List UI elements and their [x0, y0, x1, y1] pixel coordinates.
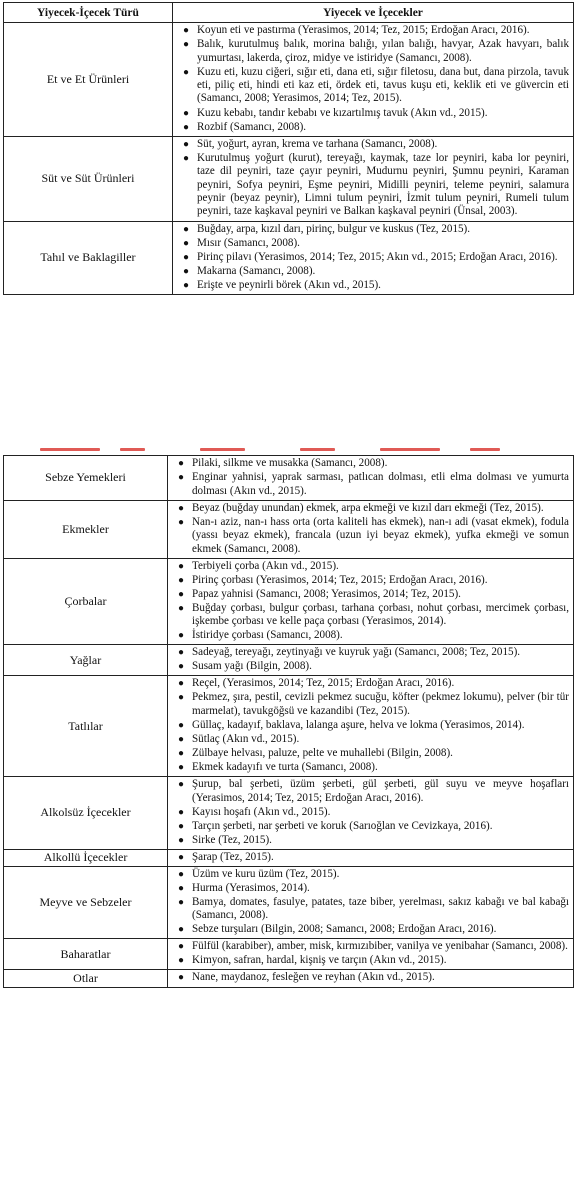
- bullet-icon: ●: [183, 25, 190, 36]
- items-cell: [168, 456, 574, 501]
- list-item: [168, 588, 569, 601]
- list-item-text: Buğday, arpa, kızıl darı, pirinç, bulgur ve kuskus (Tez, 2015).: [197, 222, 471, 235]
- list-item: [168, 629, 569, 642]
- category-cell: Ekmekler: [4, 500, 168, 558]
- list-item: [173, 251, 569, 264]
- table-row: [4, 558, 574, 645]
- list-item-text: Reçel, (Yerasimos, 2014; Tez, 2015; Erdoğan Aracı, 2016).: [192, 677, 455, 690]
- list-item-text: Kuzu eti, kuzu ciğeri, sığır eti, dana eti, sığır filetosu, dana but, dana pirzola, tavuk eti, piliç eti, hindi eti kaz eti, ördek eti, tavus kuşu eti, keklik eti ve güvercin eti (Samancı, 2008; Yerasimos, 2014; Tez, 2015).: [197, 65, 569, 105]
- list-item: [168, 940, 569, 953]
- list-item-text: Şarap (Tez, 2015).: [192, 850, 274, 863]
- list-item: [168, 660, 569, 673]
- bullet-icon: ●: [178, 472, 185, 484]
- table-row: [4, 777, 574, 850]
- bullet-icon: ●: [183, 138, 190, 150]
- list-item-text: Kimyon, safran, hardal, kişniş ve tarçın (Akın vd., 2015).: [192, 954, 447, 967]
- bullet-icon: ●: [183, 107, 190, 119]
- list-item: [168, 851, 569, 864]
- list-item-text: Sadeyağ, tereyağı, zeytinyağı ve kuyruk yağı (Samancı, 2008; Tez, 2015).: [192, 646, 521, 659]
- list-item: [168, 602, 569, 629]
- food-list: [168, 940, 569, 968]
- list-item-text: Erişte ve peynirli börek (Akın vd., 2015).: [197, 278, 381, 291]
- list-item-text: Hurma (Yerasimos, 2014).: [192, 881, 310, 894]
- bullet-icon: ●: [183, 265, 190, 277]
- list-item-text: Susam yağı (Bilgin, 2008).: [192, 660, 312, 673]
- table-row: [4, 970, 574, 987]
- list-item-text: Zülbaye helvası, paluze, pelte ve muhallebi (Bilgin, 2008).: [192, 746, 453, 759]
- bullet-icon: ●: [178, 560, 185, 572]
- list-item: [173, 265, 569, 278]
- list-item-text: Ekmek kadayıfı ve turta (Samancı, 2008).: [192, 761, 378, 774]
- list-item-text: Nan-ı aziz, nan-ı hass orta (orta kaliteli has ekmek), nan-ı adi (vasat ekmek), fodula (yassı beyaz ekmek), francala (uzun iyi beyaz ekmek), yufka ekmeği ve somun ekmek (Samancı, 2008).: [192, 515, 569, 555]
- list-item-text: Sirke (Tez, 2015).: [192, 833, 272, 846]
- table-row: [4, 849, 574, 866]
- list-item-text: Kayısı hoşafı (Akın vd., 2015).: [192, 805, 331, 818]
- category-cell: Sebze Yemekleri: [4, 456, 168, 501]
- table1-body: [4, 23, 574, 295]
- food-list: [168, 778, 569, 847]
- table-row: [4, 136, 574, 221]
- bullet-icon: ●: [178, 692, 185, 704]
- list-item: [173, 24, 569, 37]
- list-item: [173, 152, 569, 219]
- category-cell: Et ve Et Ürünleri: [4, 23, 173, 137]
- list-item: [168, 574, 569, 587]
- divider-mark: [200, 448, 245, 451]
- list-item-text: Koyun eti ve pastırma (Yerasimos, 2014; Tez, 2015; Erdoğan Aracı, 2016).: [197, 24, 530, 36]
- bullet-icon: ●: [183, 279, 190, 291]
- food-list: [168, 457, 569, 498]
- list-item: [168, 733, 569, 746]
- divider-mark: [40, 448, 100, 451]
- list-item-text: Terbiyeli çorba (Akın vd., 2015).: [192, 559, 339, 572]
- category-cell: Baharatlar: [4, 939, 168, 970]
- food-list: [173, 138, 569, 219]
- food-list: [168, 502, 569, 556]
- bullet-icon: ●: [183, 237, 190, 249]
- list-item-text: Enginar yahnisi, yaprak sarması, patlıcan dolması, etli elma dolması ve yumurta dolması (Akın vd., 2015).: [192, 471, 569, 497]
- bullet-icon: ●: [178, 779, 185, 791]
- items-cell: [168, 676, 574, 777]
- bullet-icon: ●: [183, 121, 190, 133]
- category-cell: Alkolsüz İçecekler: [4, 777, 168, 850]
- bullet-icon: ●: [178, 896, 185, 908]
- list-item: [168, 471, 569, 498]
- food-list: [168, 971, 569, 984]
- food-list: [168, 868, 569, 937]
- bullet-icon: ●: [178, 762, 185, 774]
- list-item: [173, 107, 569, 120]
- list-item: [168, 677, 569, 690]
- items-cell: [173, 23, 574, 137]
- table-row: [4, 456, 574, 501]
- list-item: [168, 923, 569, 936]
- items-cell: [173, 221, 574, 294]
- food-table-part-2: [3, 455, 574, 988]
- list-item: [168, 868, 569, 881]
- table-row: [4, 939, 574, 970]
- table-row: [4, 23, 574, 137]
- divider-mark: [300, 448, 335, 451]
- list-item: [173, 237, 569, 250]
- list-item-text: Beyaz (buğday unundan) ekmek, arpa ekmeği ve kızıl darı ekmeği (Tez, 2015).: [192, 501, 544, 514]
- list-item-text: Pekmez, şıra, pestil, cevizli pekmez sucuğu, köfter (pekmez lokumu), pelver (bir tür marmelat), tavukgöğsü ve kazandibi (Tez, 2015).: [192, 691, 569, 717]
- category-cell: Çorbalar: [4, 558, 168, 645]
- list-item-text: Rozbif (Samancı, 2008).: [197, 120, 307, 133]
- category-cell: Meyve ve Sebzeler: [4, 866, 168, 939]
- bullet-icon: ●: [178, 955, 185, 967]
- category-cell: Alkollü İçecekler: [4, 849, 168, 866]
- list-item-text: Pirinç pilavı (Yerasimos, 2014; Tez, 2015; Akın vd., 2015; Erdoğan Aracı, 2016).: [197, 250, 558, 263]
- bullet-icon: ●: [178, 851, 185, 863]
- bullet-icon: ●: [178, 924, 185, 936]
- food-list: [168, 677, 569, 774]
- table-row: [4, 500, 574, 558]
- divider-mark: [470, 448, 500, 451]
- divider-mark: [380, 448, 440, 451]
- list-item: [168, 896, 569, 923]
- list-item: [173, 121, 569, 134]
- table2-body: [4, 456, 574, 988]
- bullet-icon: ●: [178, 834, 185, 846]
- list-item-text: Tarçın şerbeti, nar şerbeti ve koruk (Sarıoğlan ve Cevizkaya, 2016).: [192, 819, 493, 832]
- list-item-text: Güllaç, kadayıf, baklava, lalanga aşure, helva ve lokma (Yerasimos, 2014).: [192, 718, 525, 731]
- list-item-text: Sebze turşuları (Bilgin, 2008; Samancı, 2008; Erdoğan Aracı, 2016).: [192, 923, 497, 936]
- list-item: [168, 820, 569, 833]
- food-list: [168, 560, 569, 643]
- table-row: [4, 645, 574, 676]
- category-cell: Tatlılar: [4, 676, 168, 777]
- list-item: [168, 691, 569, 718]
- food-table-part-1: [3, 2, 574, 295]
- table-header-row: [4, 3, 574, 23]
- bullet-icon: ●: [178, 678, 185, 690]
- items-cell: [168, 645, 574, 676]
- list-item-text: İstiridye çorbası (Samancı, 2008).: [192, 629, 343, 642]
- bullet-icon: ●: [178, 574, 185, 586]
- bullet-icon: ●: [178, 868, 185, 880]
- bullet-icon: ●: [178, 647, 185, 659]
- items-cell: [168, 500, 574, 558]
- list-item: [168, 747, 569, 760]
- list-item-text: Pirinç çorbası (Yerasimos, 2014; Tez, 2015; Erdoğan Aracı, 2016).: [192, 573, 488, 586]
- list-item-text: Süt, yoğurt, ayran, krema ve tarhana (Samancı, 2008).: [197, 137, 438, 150]
- category-cell: Süt ve Süt Ürünleri: [4, 136, 173, 221]
- category-cell: Tahıl ve Baklagiller: [4, 221, 173, 294]
- list-item: [168, 719, 569, 732]
- items-cell: [168, 558, 574, 645]
- list-item: [173, 223, 569, 236]
- category-cell: Yağlar: [4, 645, 168, 676]
- list-item-text: Nane, maydanoz, fesleğen ve reyhan (Akın vd., 2015).: [192, 971, 435, 984]
- list-item-text: Bamya, domates, fasulye, patates, taze biber, yerelması, sakız kabağı ve bal kabağı (Samancı, 2008).: [192, 895, 569, 922]
- page-break-divider: [0, 445, 577, 455]
- bullet-icon: ●: [178, 502, 185, 514]
- list-item: [168, 882, 569, 895]
- list-item-text: Makarna (Samancı, 2008).: [197, 264, 316, 277]
- list-item-text: Pilaki, silkme ve musakka (Samancı, 2008).: [192, 457, 388, 469]
- bullet-icon: ●: [178, 941, 185, 953]
- food-list: [168, 851, 569, 864]
- list-item-text: Papaz yahnisi (Samancı, 2008; Yerasimos, 2014; Tez, 2015).: [192, 587, 461, 600]
- list-item: [168, 502, 569, 515]
- header-type: Yiyecek-İçecek Türü: [4, 3, 173, 23]
- list-item-text: Balık, kurutulmuş balık, morina balığı, yılan balığı, havyar, Azak havyarı, balık yumurtası, lakerda, çiroz, midye ve istiridye (Samancı, 2008).: [197, 38, 569, 64]
- bullet-icon: ●: [183, 223, 190, 235]
- list-item-text: Fülfül (karabiber), amber, misk, kırmızıbiber, vanilya ve yenibahar (Samancı, 2008).: [192, 940, 568, 953]
- list-item: [168, 778, 569, 805]
- bullet-icon: ●: [178, 661, 185, 673]
- bullet-icon: ●: [178, 972, 185, 984]
- category-cell: Otlar: [4, 970, 168, 987]
- food-list: [173, 24, 569, 134]
- list-item: [168, 954, 569, 967]
- divider-mark: [120, 448, 145, 451]
- bullet-icon: ●: [183, 66, 190, 78]
- list-item: [168, 516, 569, 556]
- list-item-text: Kurutulmuş yoğurt (kurut), tereyağı, kaymak, taze lor peyniri, kaba lor peyniri, taze dil peyniri, taze çayır peyniri, Mudurnu peyniri, Şumnu peyniri, Karaman peyniri, Sofya peyniri, Eşme peyniri, Midilli peyniri, teleme peyniri, salamura peynir (beyaz peynir), Limni tulum peyniri, İzmit tulum peyniri, Rumeli tulum peyniri, taze kaşkaval peyniri ve Balkan kaşkaval peyniri (Ünsal, 2003).: [197, 151, 569, 218]
- table-row: [4, 866, 574, 939]
- bullet-icon: ●: [183, 152, 190, 164]
- list-item-text: Kuzu kebabı, tandır kebabı ve kızartılmış tavuk (Akın vd., 2015).: [197, 106, 488, 119]
- list-item-text: Şurup, bal şerbeti, üzüm şerbeti, gül şerbeti, gül suyu ve meyve hoşafları (Yerasimos, 2014; Tez, 2015; Erdoğan Aracı, 2016).: [192, 778, 569, 804]
- list-item: [168, 971, 569, 984]
- bullet-icon: ●: [178, 820, 185, 832]
- list-item: [173, 138, 569, 151]
- food-list: [173, 223, 569, 293]
- items-cell: [173, 136, 574, 221]
- items-cell: [168, 849, 574, 866]
- bullet-icon: ●: [178, 588, 185, 600]
- items-cell: [168, 777, 574, 850]
- bullet-icon: ●: [183, 39, 190, 51]
- list-item-text: Sütlaç (Akın vd., 2015).: [192, 732, 300, 745]
- list-item-text: Üzüm ve kuru üzüm (Tez, 2015).: [192, 867, 340, 880]
- list-item: [168, 761, 569, 774]
- header-items: Yiyecek ve İçecekler: [173, 3, 574, 23]
- bullet-icon: ●: [178, 516, 185, 528]
- list-item: [173, 38, 569, 65]
- list-item: [168, 834, 569, 847]
- table-row: [4, 221, 574, 294]
- bullet-icon: ●: [178, 458, 185, 469]
- bullet-icon: ●: [178, 882, 185, 894]
- list-item: [173, 279, 569, 292]
- list-item: [168, 646, 569, 659]
- list-item-text: Buğday çorbası, bulgur çorbası, tarhana çorbası, nohut çorbası, mercimek çorbası, işkembe çorbası ve kelle paça çorbası (Yerasimos, 2014).: [192, 601, 569, 628]
- bullet-icon: ●: [178, 747, 185, 759]
- bullet-icon: ●: [178, 806, 185, 818]
- list-item: [168, 457, 569, 470]
- bullet-icon: ●: [183, 251, 190, 263]
- list-item-text: Mısır (Samancı, 2008).: [197, 236, 300, 249]
- bullet-icon: ●: [178, 719, 185, 731]
- food-list: [168, 646, 569, 674]
- items-cell: [168, 939, 574, 970]
- items-cell: [168, 866, 574, 939]
- bullet-icon: ●: [178, 630, 185, 642]
- table-row: [4, 676, 574, 777]
- list-item: [168, 560, 569, 573]
- items-cell: [168, 970, 574, 987]
- list-item: [173, 66, 569, 106]
- bullet-icon: ●: [178, 733, 185, 745]
- bullet-icon: ●: [178, 602, 185, 614]
- list-item: [168, 806, 569, 819]
